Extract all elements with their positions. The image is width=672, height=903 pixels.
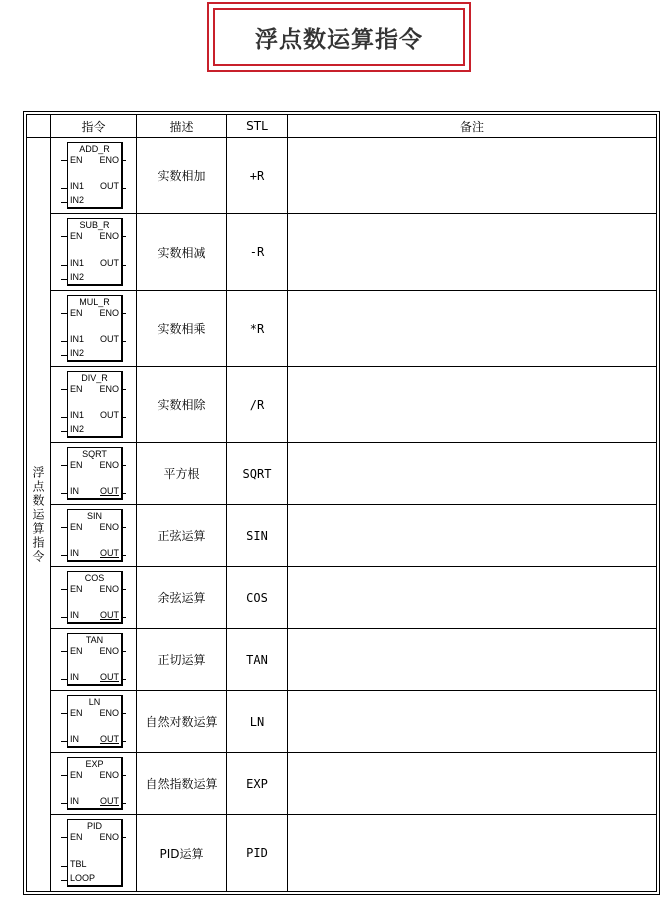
stl-cell: PID — [227, 815, 288, 892]
pin-stub-left — [61, 527, 67, 528]
instruction-block-cell — [51, 214, 137, 291]
desc-cell: 实数相加 — [137, 138, 227, 214]
stl-cell: SQRT — [227, 443, 288, 505]
header-row — [27, 115, 657, 138]
table-row — [27, 214, 657, 291]
pin-stub-right — [123, 741, 126, 742]
block-name: SUB_R — [79, 220, 110, 230]
stl-cell: SIN — [227, 505, 288, 567]
pin-out-label: OUT — [100, 734, 119, 744]
pin-in-label: IN — [70, 734, 79, 744]
pin-out-label: OUT — [100, 486, 119, 496]
pin-eno-label: ENO — [99, 460, 119, 470]
instruction-table-frame — [23, 111, 660, 895]
pin-in2-label: IN2 — [70, 348, 85, 358]
pin-in2-label: IN2 — [70, 272, 85, 282]
pin-out-label: OUT — [100, 181, 119, 191]
instruction-block-cell — [51, 291, 137, 367]
pin-tbl-label: TBL — [70, 859, 87, 869]
pin-en-label: EN — [70, 231, 83, 241]
ladder-box — [67, 295, 123, 362]
desc-cell: 余弦运算 — [137, 567, 227, 629]
pin-stub-left — [61, 160, 67, 161]
table-row — [27, 138, 657, 214]
pin-eno-label: ENO — [99, 522, 119, 532]
ladder-box — [67, 371, 123, 438]
pin-out-label: OUT — [100, 410, 119, 420]
pin-stub-right — [123, 617, 126, 618]
pin-stub-left — [61, 589, 67, 590]
pin-in-label: IN — [70, 486, 79, 496]
pin-stub-left — [61, 389, 67, 390]
note-cell — [288, 367, 657, 443]
stl-cell: +R — [227, 138, 288, 214]
ladder-block — [61, 295, 126, 362]
ladder-box — [67, 509, 123, 562]
pin-stub-left — [61, 465, 67, 466]
desc-cell: 正弦运算 — [137, 505, 227, 567]
pin-stub-right — [123, 417, 126, 418]
note-cell — [288, 138, 657, 214]
desc-cell: 实数相除 — [137, 367, 227, 443]
title-frame — [207, 2, 471, 72]
table-row — [27, 815, 657, 892]
stl-cell: EXP — [227, 753, 288, 815]
pin-en-label: EN — [70, 155, 83, 165]
pin-in1-label: IN1 — [70, 258, 85, 268]
category-label: 浮点数运算指令 — [31, 465, 45, 564]
pin-stub-right — [123, 265, 126, 266]
block-name: COS — [84, 573, 105, 583]
instruction-block-cell — [51, 443, 137, 505]
ladder-block — [61, 571, 126, 624]
block-name: SQRT — [82, 449, 107, 459]
ladder-box — [67, 142, 123, 209]
block-name: DIV_R — [81, 373, 108, 383]
pin-stub-left — [61, 555, 67, 556]
pin-in-label: IN — [70, 548, 79, 558]
ladder-box — [67, 757, 123, 810]
pin-stub-left — [61, 188, 67, 189]
pin-stub-left — [61, 431, 67, 432]
pin-stub-left — [61, 279, 67, 280]
pin-stub-left — [61, 866, 67, 867]
pin-out-label: OUT — [100, 548, 119, 558]
note-cell — [288, 629, 657, 691]
ladder-box — [67, 633, 123, 686]
block-name: TAN — [85, 635, 104, 645]
desc-cell: 实数相减 — [137, 214, 227, 291]
pin-stub-right — [123, 341, 126, 342]
pin-stub-left — [61, 803, 67, 804]
pin-en-label: EN — [70, 522, 83, 532]
table-row — [27, 443, 657, 505]
pin-en-label: EN — [70, 708, 83, 718]
desc-cell: 自然指数运算 — [137, 753, 227, 815]
pin-stub-right — [123, 555, 126, 556]
pin-loop-label: LOOP — [70, 873, 96, 883]
pin-in1-label: IN1 — [70, 410, 85, 420]
pin-in2-label: IN2 — [70, 424, 85, 434]
pin-stub-right — [123, 493, 126, 494]
pin-stub-right — [123, 803, 126, 804]
pin-in1-label: IN1 — [70, 181, 85, 191]
header-stl: STL — [227, 115, 288, 138]
instruction-block-cell — [51, 691, 137, 753]
pin-stub-right — [123, 679, 126, 680]
page-title: 浮点数运算指令 — [213, 8, 465, 66]
ladder-block — [61, 695, 126, 748]
pin-stub-left — [61, 651, 67, 652]
instruction-table — [26, 114, 657, 892]
pin-stub-left — [61, 679, 67, 680]
header-desc: 描述 — [137, 115, 227, 138]
stl-cell: /R — [227, 367, 288, 443]
note-cell — [288, 815, 657, 892]
pin-eno-label: ENO — [99, 770, 119, 780]
header-instr: 指令 — [51, 115, 137, 138]
pin-eno-label: ENO — [99, 646, 119, 656]
pin-stub-right — [123, 837, 126, 838]
table-row — [27, 753, 657, 815]
pin-en-label: EN — [70, 770, 83, 780]
pin-in-label: IN — [70, 672, 79, 682]
pin-en-label: EN — [70, 460, 83, 470]
pin-en-label: EN — [70, 308, 83, 318]
pin-out-label: OUT — [100, 258, 119, 268]
pin-stub-left — [61, 265, 67, 266]
note-cell — [288, 443, 657, 505]
category-cell — [27, 138, 51, 892]
pin-stub-right — [123, 236, 126, 237]
pin-eno-label: ENO — [99, 708, 119, 718]
note-cell — [288, 291, 657, 367]
block-name: ADD_R — [79, 144, 110, 154]
table-row — [27, 567, 657, 629]
ladder-box — [67, 218, 123, 286]
ladder-box — [67, 447, 123, 500]
block-name: LN — [88, 697, 101, 707]
pin-eno-label: ENO — [99, 384, 119, 394]
pin-en-label: EN — [70, 832, 83, 842]
block-name: MUL_R — [79, 297, 110, 307]
pin-out-label: OUT — [100, 796, 119, 806]
pin-out-label: OUT — [100, 672, 119, 682]
pin-stub-left — [61, 741, 67, 742]
ladder-block — [61, 218, 126, 286]
note-cell — [288, 505, 657, 567]
pin-stub-left — [61, 713, 67, 714]
pin-eno-label: ENO — [99, 832, 119, 842]
ladder-block — [61, 509, 126, 562]
ladder-block — [61, 633, 126, 686]
header-note: 备注 — [288, 115, 657, 138]
pin-stub-left — [61, 341, 67, 342]
instruction-block-cell — [51, 138, 137, 214]
pin-stub-left — [61, 313, 67, 314]
instruction-block-cell — [51, 815, 137, 892]
pin-stub-right — [123, 713, 126, 714]
pin-stub-left — [61, 417, 67, 418]
table-row — [27, 291, 657, 367]
stl-cell: COS — [227, 567, 288, 629]
pin-stub-left — [61, 236, 67, 237]
pin-eno-label: ENO — [99, 231, 119, 241]
instruction-block-cell — [51, 505, 137, 567]
pin-stub-right — [123, 313, 126, 314]
block-name: PID — [86, 821, 102, 831]
instruction-block-cell — [51, 629, 137, 691]
ladder-block — [61, 371, 126, 438]
table-row — [27, 629, 657, 691]
pin-stub-right — [123, 188, 126, 189]
pin-en-label: EN — [70, 646, 83, 656]
note-cell — [288, 214, 657, 291]
pin-in1-label: IN1 — [70, 334, 85, 344]
desc-cell: 正切运算 — [137, 629, 227, 691]
header-blank — [27, 115, 51, 138]
desc-cell: 平方根 — [137, 443, 227, 505]
desc-cell: 实数相乘 — [137, 291, 227, 367]
table-row — [27, 691, 657, 753]
ladder-box — [67, 819, 123, 887]
pin-eno-label: ENO — [99, 155, 119, 165]
ladder-box — [67, 695, 123, 748]
instruction-block-cell — [51, 567, 137, 629]
pin-in-label: IN — [70, 796, 79, 806]
pin-stub-right — [123, 651, 126, 652]
pin-stub-left — [61, 493, 67, 494]
ladder-box — [67, 571, 123, 624]
pin-en-label: EN — [70, 584, 83, 594]
instruction-block-cell — [51, 753, 137, 815]
desc-cell: 自然对数运算 — [137, 691, 227, 753]
table-row — [27, 367, 657, 443]
pin-stub-left — [61, 880, 67, 881]
note-cell — [288, 691, 657, 753]
instruction-block-cell — [51, 367, 137, 443]
pin-stub-right — [123, 160, 126, 161]
block-name: EXP — [85, 759, 104, 769]
stl-cell: TAN — [227, 629, 288, 691]
pin-stub-left — [61, 775, 67, 776]
stl-cell: *R — [227, 291, 288, 367]
pin-stub-right — [123, 465, 126, 466]
note-cell — [288, 567, 657, 629]
desc-cell: PID运算 — [137, 815, 227, 892]
pin-in2-label: IN2 — [70, 195, 85, 205]
table-row — [27, 505, 657, 567]
stl-cell: -R — [227, 214, 288, 291]
ladder-block — [61, 142, 126, 209]
pin-out-label: OUT — [100, 610, 119, 620]
pin-stub-left — [61, 355, 67, 356]
pin-stub-left — [61, 617, 67, 618]
pin-en-label: EN — [70, 384, 83, 394]
pin-stub-right — [123, 775, 126, 776]
pin-stub-right — [123, 589, 126, 590]
pin-stub-left — [61, 202, 67, 203]
stl-cell: LN — [227, 691, 288, 753]
block-name: SIN — [86, 511, 102, 521]
note-cell — [288, 753, 657, 815]
pin-out-label: OUT — [100, 334, 119, 344]
ladder-block — [61, 819, 126, 887]
pin-stub-left — [61, 837, 67, 838]
pin-in-label: IN — [70, 610, 79, 620]
ladder-block — [61, 447, 126, 500]
pin-stub-right — [123, 389, 126, 390]
ladder-block — [61, 757, 126, 810]
pin-eno-label: ENO — [99, 308, 119, 318]
pin-stub-right — [123, 527, 126, 528]
pin-eno-label: ENO — [99, 584, 119, 594]
